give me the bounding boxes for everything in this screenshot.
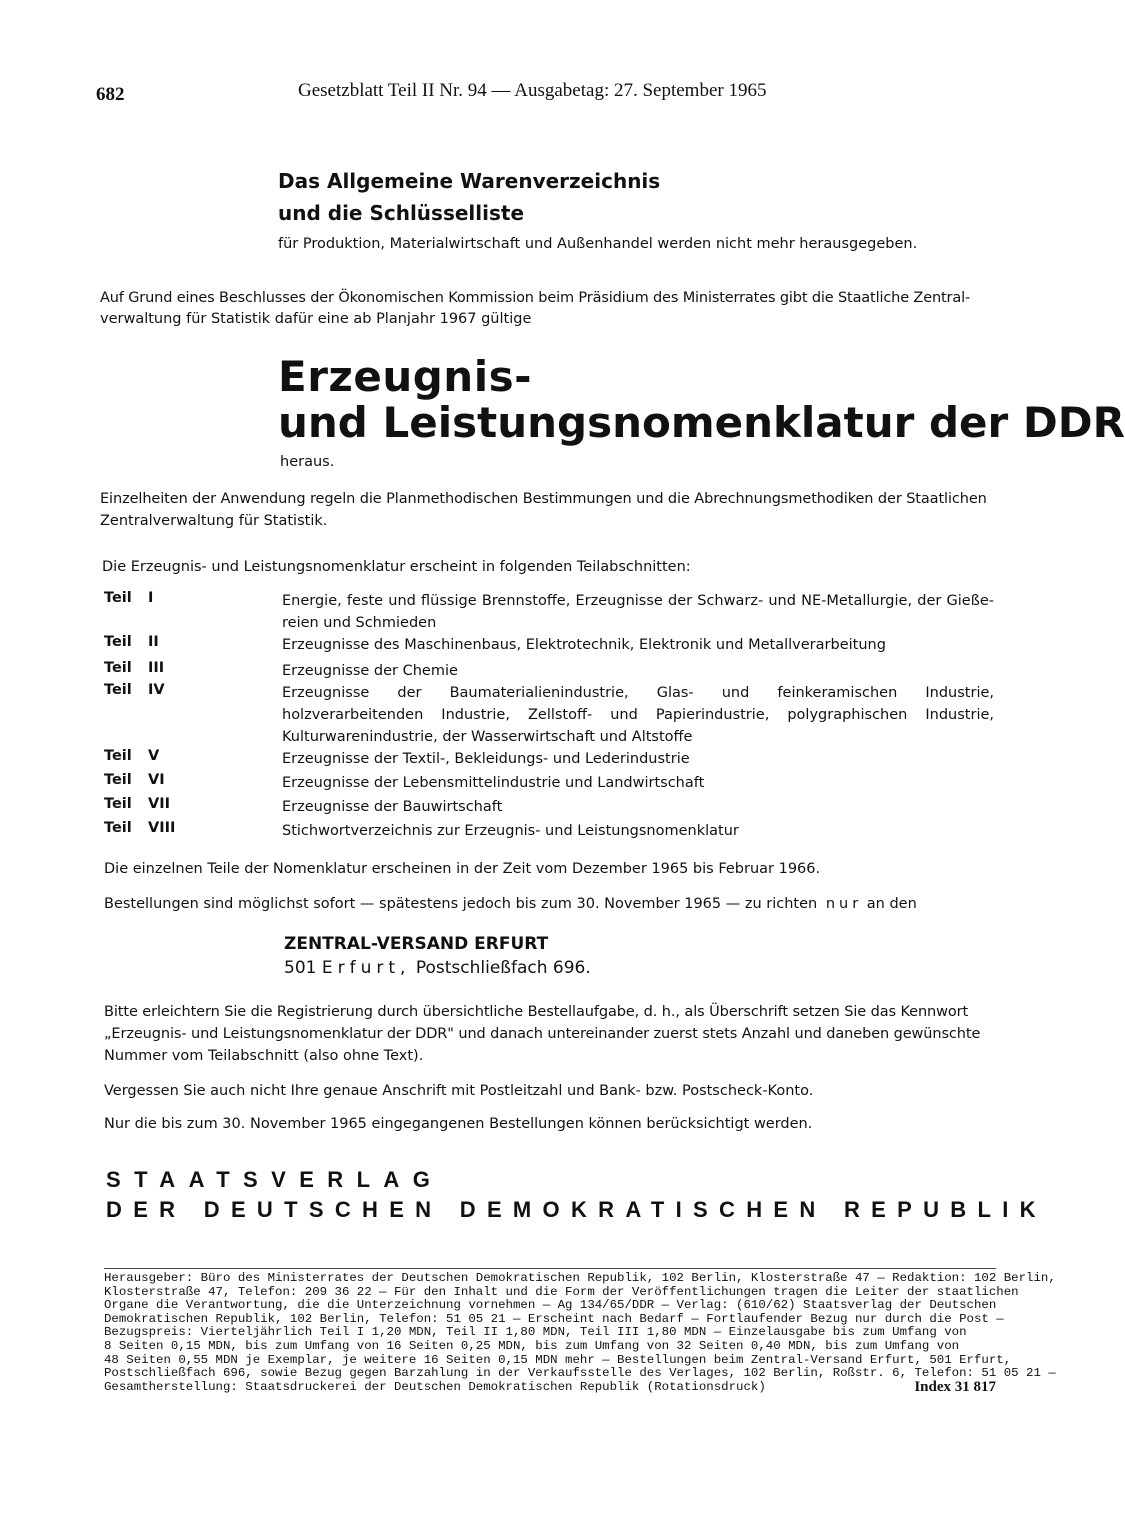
part-label: Teil [104, 682, 132, 698]
publisher-line2: DER DEUTSCHEN DEMOKRATISCHEN REPUBLIK [106, 1197, 1047, 1222]
part-number: I [148, 590, 154, 606]
imprint-line: 48 Seiten 0,55 MDN je Exemplar, je weitere 16 Seiten 0,15 MDN mehr — Bestellungen beim Zentral-Versand Erfurt, 501 Erfurt, [104, 1352, 1012, 1367]
part-label: Teil [104, 772, 132, 788]
part-label: Teil [104, 796, 132, 812]
part-number: IV [148, 682, 165, 698]
part-number: V [148, 748, 160, 764]
page-number: 682 [96, 84, 125, 105]
part-description: Energie, feste und flüssige Brennstoffe, Erzeugnisse der Schwarz- und NE-Metallurgie, der Gieße-reien und Schmieden [282, 593, 994, 631]
imprint-line: Herausgeber: Büro des Ministerrates der Deutschen Demokratischen Republik, 102 Berlin, Klosterstraße 47 — Redaktion: 102 Berlin, [104, 1271, 1056, 1285]
address-line [284, 958, 591, 978]
part-label: Teil [104, 634, 132, 650]
imprint-line: Bezugspreis: Vierteljährlich Teil I 1,20 MDN, Teil II 1,80 MDN, Teil III 1,80 MDN — Einzelausgabe bis zum Umfang von [104, 1325, 967, 1340]
part-number: II [148, 634, 159, 650]
imprint-divider [104, 1268, 996, 1269]
part-description: Erzeugnisse der Chemie [282, 663, 458, 679]
imprint [104, 1271, 1056, 1395]
part-label: Teil [104, 820, 132, 836]
part-number: VI [148, 772, 165, 788]
orders-text-after: an den [866, 896, 917, 912]
schedule-note: Die einzelnen Teile der Nomenklatur erscheinen in der Zeit vom Dezember 1965 bis Februar 1966. [104, 861, 821, 877]
imprint-line: 8 Seiten 0,15 MDN, bis zum Umfang von 16 Seiten 0,25 MDN, bis zum Umfang von 32 Seiten 0,40 MDN, bis zum Umfang von [104, 1338, 960, 1353]
part-row [104, 590, 994, 634]
address-city: Erfurt, [321, 958, 411, 978]
imprint-line: Gesamtherstellung: Staatsdruckerei der Deutschen Demokratischen Republik (Rotationsdruck) [104, 1379, 766, 1394]
address-box: Postschließfach 696. [415, 958, 591, 978]
main-title-line2: und Leistungsnomenklatur der DDR [278, 398, 1125, 447]
part-label: Teil [104, 660, 132, 676]
part-description: Stichwortverzeichnis zur Erzeugnis- und Leistungsnomenklatur [282, 823, 739, 839]
part-description: Erzeugnisse der Bauwirtschaft [282, 799, 503, 815]
part-row [104, 796, 994, 818]
imprint-line: Postschließfach 696, sowie Bezug gegen Barzahlung in der Verkaufsstelle des Verlages, 102 Berlin, Roßstr. 6, Telefon: 51 05 21 — [104, 1366, 1056, 1381]
publisher-line1: STAATSVERLAG [106, 1167, 444, 1192]
part-label: Teil [104, 748, 132, 764]
part-row [104, 772, 994, 794]
address-postcode: 501 [284, 958, 317, 978]
main-title-line1: Erzeugnis- [278, 352, 533, 401]
notice-title-line2: und die Schlüsselliste [278, 201, 525, 225]
part-row [104, 682, 994, 748]
instructions-line3: Nummer vom Teilabschnitt (also ohne Text). [104, 1048, 424, 1064]
orders-emphasis: nur [825, 896, 863, 912]
imprint-last-line [104, 1378, 996, 1395]
address-name: ZENTRAL-VERSAND ERFURT [284, 934, 549, 954]
part-number: III [148, 660, 165, 676]
part-row [104, 634, 994, 656]
imprint-line: Klosterstraße 47, Telefon: 209 36 22 — Für den Inhalt und die Form der Veröffentlichungen tragen die Leiter der staatlichen [104, 1284, 1019, 1299]
part-row [104, 660, 994, 682]
part-row [104, 748, 994, 770]
intro-line2: verwaltung für Statistik dafür eine ab Planjahr 1967 gültige [100, 311, 532, 327]
intro-line1: Auf Grund eines Beschlusses der Ökonomischen Kommission beim Präsidium des Ministerrates gibt die Staatliche Zentral- [100, 290, 971, 306]
deadline-note: Nur die bis zum 30. November 1965 eingegangenen Bestellungen können berücksichtigt werden. [104, 1116, 813, 1132]
reminder-note: Vergessen Sie auch nicht Ihre genaue Anschrift mit Postleitzahl und Bank- bzw. Postscheck-Konto. [104, 1083, 814, 1099]
orders-note [104, 896, 917, 912]
instructions-line2: „Erzeugnis- und Leistungsnomenklatur der DDR" und danach untereinander zuerst stets Anzahl und daneben gewünschte [104, 1026, 981, 1042]
imprint-line: Demokratischen Republik, 102 Berlin, Telefon: 51 05 21 — Erscheint nach Bedarf — Fortlaufender Bezug nur durch die Post — [104, 1311, 1004, 1326]
orders-text-before: Bestellungen sind möglichst sofort — spätestens jedoch bis zum 30. November 1965 — zu richten [104, 896, 818, 912]
index-number: Index 31 817 [914, 1378, 996, 1395]
part-number: VIII [148, 820, 176, 836]
part-label: Teil [104, 590, 132, 606]
imprint-line: Organe die Verantwortung, die die Unterzeichnung vornehmen — Ag 134/65/DDR — Verlag: (610/62) Staatsverlag der Deutschen [104, 1298, 997, 1313]
main-title-after: heraus. [280, 454, 335, 470]
part-description: Erzeugnisse der Textil-, Bekleidungs- und Lederindustrie [282, 751, 690, 767]
part-description: Erzeugnisse der Baumaterialienindustrie, Glas- und feinkeramischen Industrie, holzverarbeitenden Industrie, Zellstoff- und Papierindustrie, polygraphischen Industrie, Kulturwarenindustrie, der Wasserwirtschaft und Altstoffe [282, 685, 994, 745]
notice-title-line1: Das Allgemeine Warenverzeichnis [278, 169, 661, 193]
part-description: Erzeugnisse des Maschinenbaus, Elektrotechnik, Elektronik und Metallverarbeitung [282, 637, 886, 653]
instructions-line1: Bitte erleichtern Sie die Registrierung durch übersichtliche Bestellaufgabe, d. h., als Überschrift setzen Sie das Kennwort [104, 1004, 969, 1020]
notice-subtitle: für Produktion, Materialwirtschaft und Außenhandel werden nicht mehr herausgegeben. [278, 236, 918, 252]
details-line2: Zentralverwaltung für Statistik. [100, 513, 328, 529]
part-row [104, 820, 994, 842]
part-number: VII [148, 796, 171, 812]
part-description: Erzeugnisse der Lebensmittelindustrie und Landwirtschaft [282, 775, 705, 791]
details-line1: Einzelheiten der Anwendung regeln die Planmethodischen Bestimmungen und die Abrechnungsmethodiken der Staatlichen [100, 491, 987, 507]
parts-intro: Die Erzeugnis- und Leistungsnomenklatur erscheint in folgenden Teilabschnitten: [102, 559, 691, 575]
running-title: Gesetzblatt Teil II Nr. 94 — Ausgabetag: 27. September 1965 [298, 80, 767, 101]
